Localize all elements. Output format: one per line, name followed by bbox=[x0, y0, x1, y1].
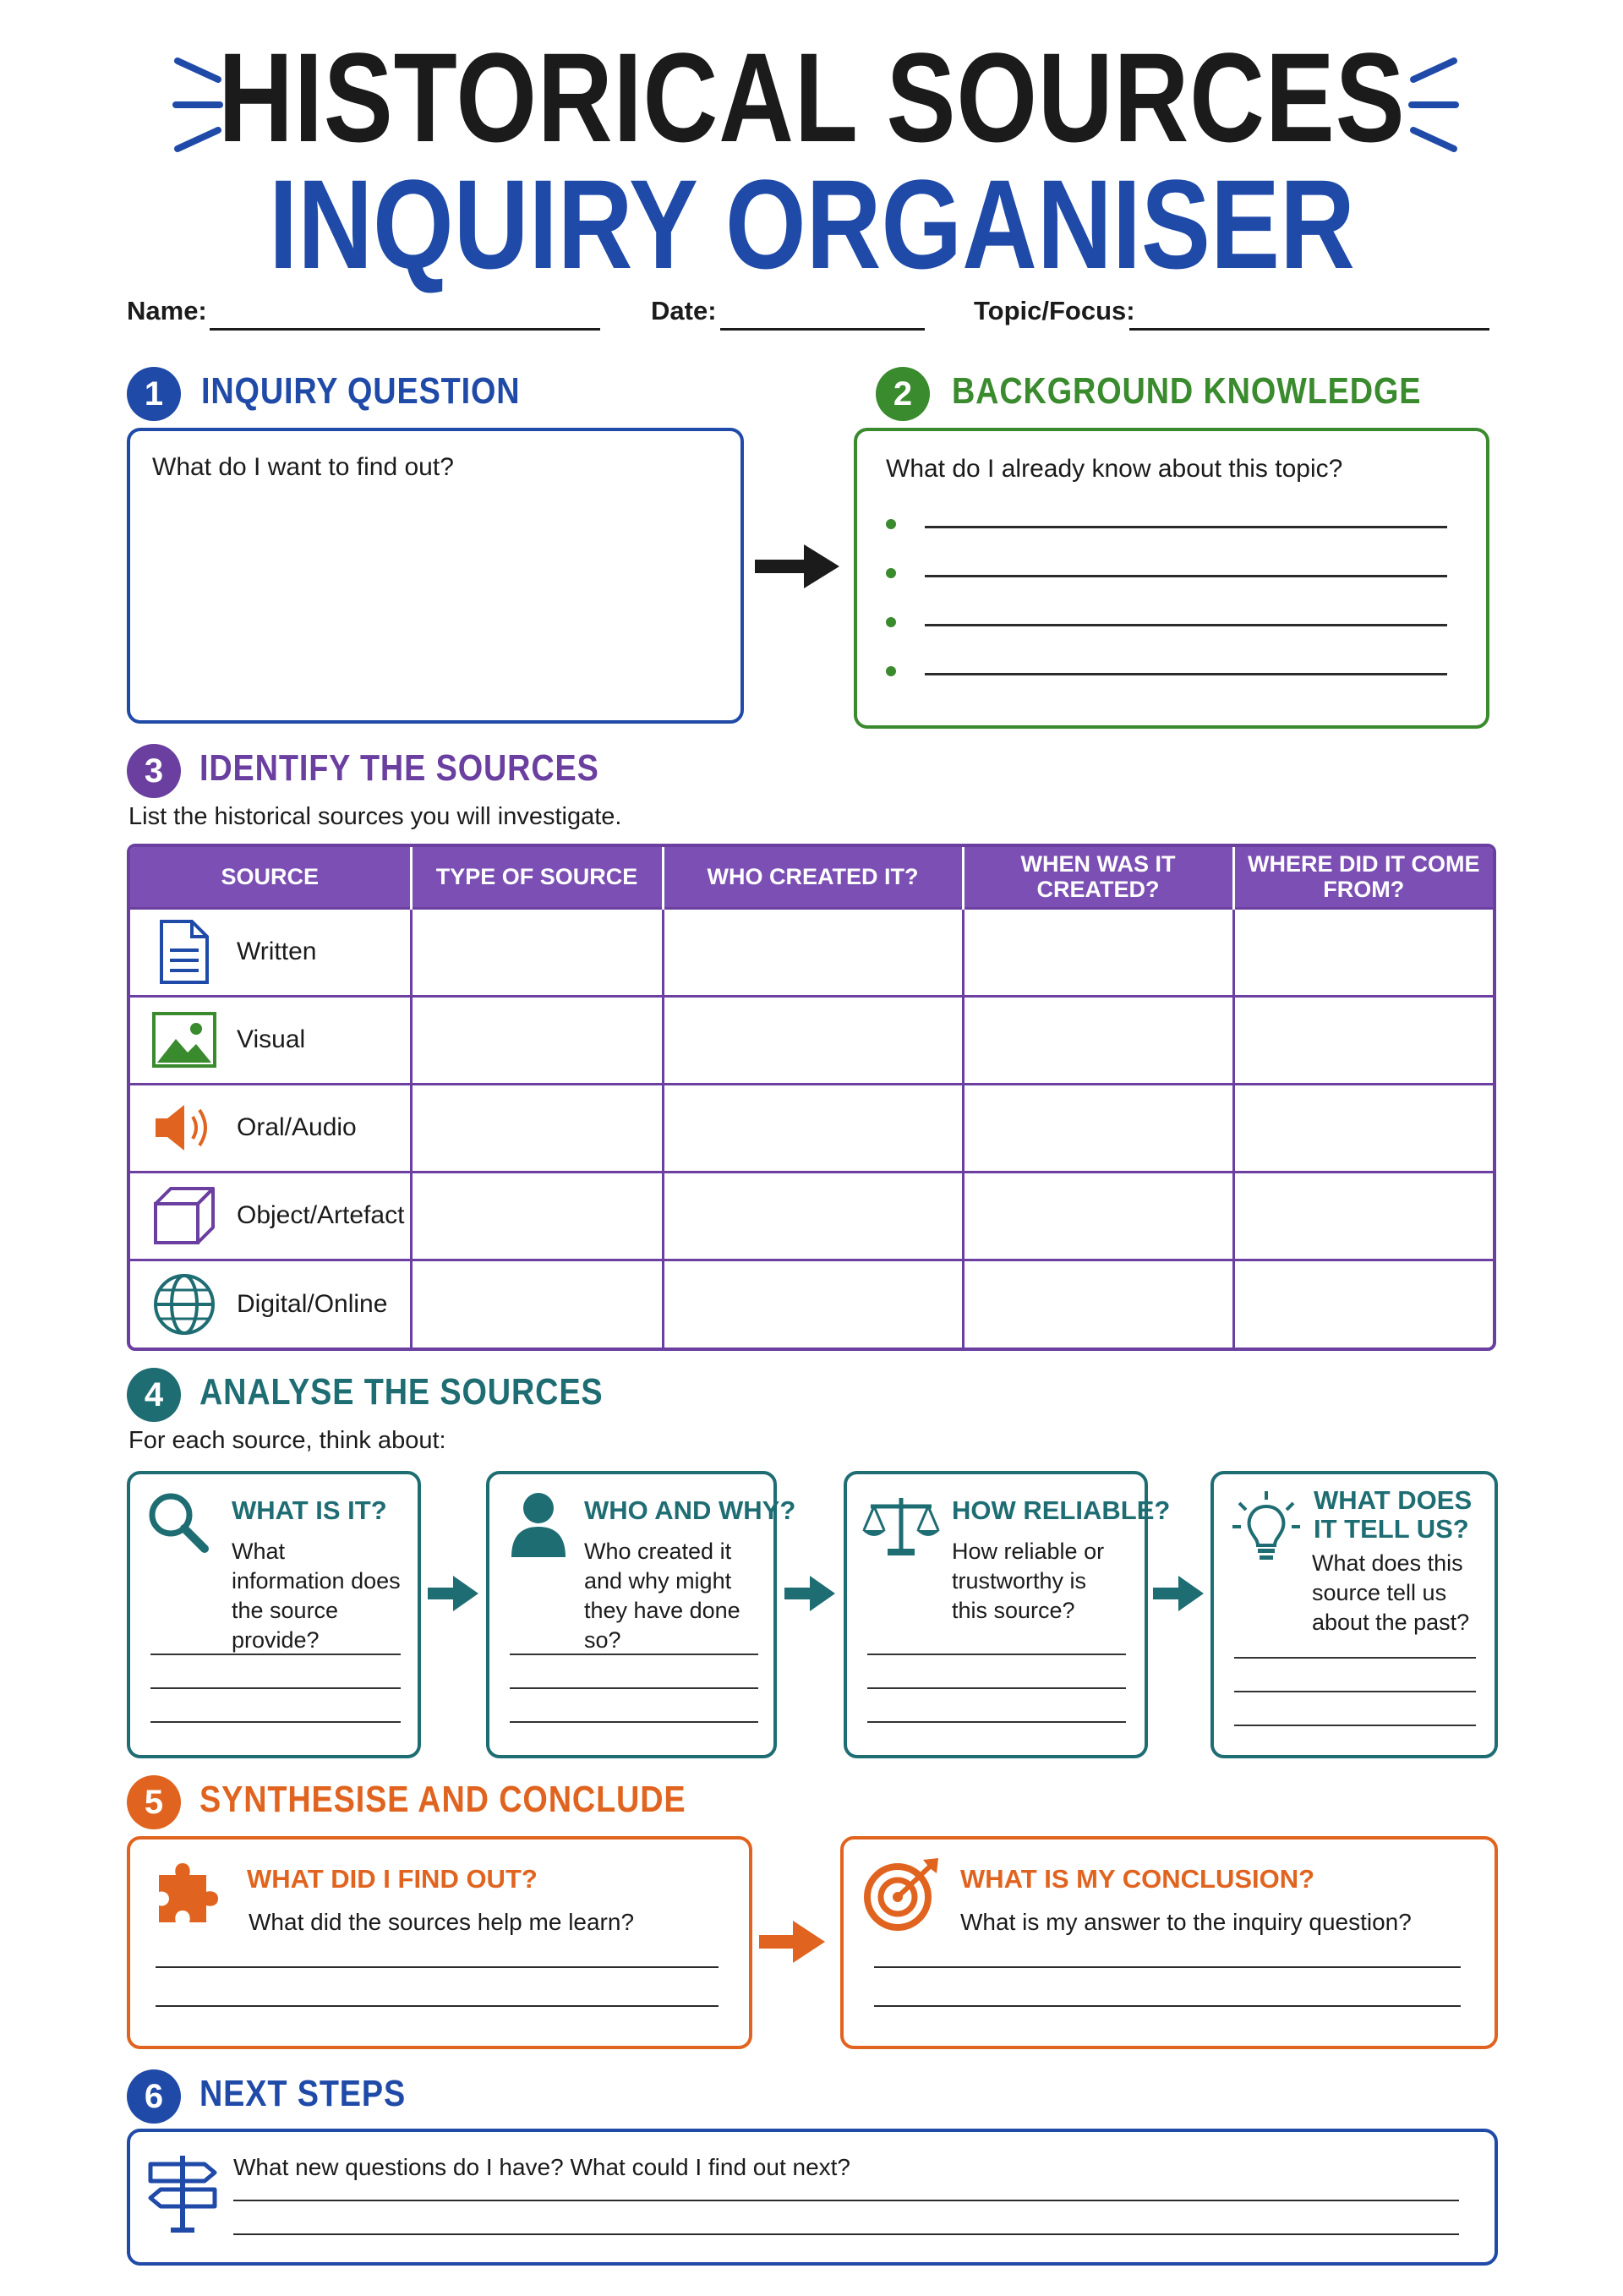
type-cell[interactable] bbox=[411, 1260, 663, 1348]
column-header-source: SOURCE bbox=[130, 847, 411, 908]
creator-cell[interactable] bbox=[663, 908, 963, 996]
card-line[interactable] bbox=[867, 1654, 1126, 1655]
card-line[interactable] bbox=[1234, 1691, 1476, 1692]
section-2-title: BACKGROUND KNOWLEDGE bbox=[952, 370, 1422, 412]
section-4-subtitle: For each source, think about: bbox=[128, 1427, 446, 1454]
analyse-card-who[interactable] bbox=[486, 1471, 796, 1758]
find-out-prompt: What did the sources help me learn? bbox=[249, 1909, 635, 1935]
source-cell bbox=[130, 1260, 411, 1348]
conclusion-box[interactable] bbox=[840, 1836, 1498, 2049]
table-row bbox=[130, 1172, 1493, 1260]
column-header-creator: WHO CREATED IT? bbox=[663, 847, 963, 908]
left-rays-icon bbox=[169, 54, 228, 156]
globe-icon bbox=[150, 1271, 218, 1338]
where-cell[interactable] bbox=[1233, 1260, 1493, 1348]
section-3-title: IDENTIFY THE SOURCES bbox=[199, 747, 599, 789]
knowledge-line-4[interactable] bbox=[925, 673, 1447, 675]
analyse-card-what[interactable] bbox=[127, 1471, 421, 1758]
conclusion-line-2[interactable] bbox=[874, 2005, 1461, 2007]
creator-cell[interactable] bbox=[663, 996, 963, 1084]
scales-icon bbox=[859, 1493, 943, 1561]
find-out-title: WHAT DID I FIND OUT? bbox=[247, 1864, 538, 1894]
knowledge-line-3[interactable] bbox=[925, 624, 1447, 626]
section-5-number: 5 bbox=[127, 1775, 181, 1829]
find-out-box[interactable] bbox=[127, 1836, 752, 2049]
name-label: Name: bbox=[127, 296, 207, 325]
document-icon bbox=[150, 918, 218, 986]
card-line[interactable] bbox=[150, 1721, 401, 1723]
signpost-icon bbox=[147, 2149, 218, 2242]
inquiry-question-prompt: What do I want to find out? bbox=[152, 453, 454, 481]
type-cell[interactable] bbox=[411, 996, 663, 1084]
card-line[interactable] bbox=[510, 1721, 758, 1723]
where-cell[interactable] bbox=[1233, 1084, 1493, 1172]
knowledge-line-1[interactable] bbox=[925, 526, 1447, 528]
card-line[interactable] bbox=[1234, 1725, 1476, 1726]
source-cell bbox=[130, 996, 411, 1084]
section-5-title: SYNTHESISE AND CONCLUDE bbox=[199, 1779, 686, 1820]
bullet-dot bbox=[886, 617, 896, 627]
when-cell[interactable] bbox=[963, 996, 1233, 1084]
box-icon bbox=[150, 1182, 218, 1249]
card-title: HOW RELIABLE? bbox=[952, 1495, 1171, 1525]
section-2-number: 2 bbox=[876, 367, 930, 421]
arrow-right-icon bbox=[759, 1919, 827, 1965]
topic-label: Topic/Focus: bbox=[974, 296, 1135, 325]
source-label-visual: Visual bbox=[237, 1025, 306, 1053]
next-steps-box[interactable] bbox=[127, 2129, 1498, 2266]
background-knowledge-box[interactable] bbox=[854, 428, 1489, 729]
bullet-dot bbox=[886, 666, 896, 676]
arrow-right-icon bbox=[1153, 1574, 1205, 1613]
lightbulb-icon bbox=[1231, 1490, 1302, 1566]
when-cell[interactable] bbox=[963, 908, 1233, 996]
card-title: WHAT IS IT? bbox=[232, 1495, 387, 1525]
image-icon bbox=[150, 1006, 218, 1074]
speaker-icon bbox=[150, 1094, 218, 1162]
topic-field[interactable] bbox=[1129, 328, 1489, 331]
person-icon bbox=[508, 1490, 569, 1557]
name-field[interactable] bbox=[210, 328, 600, 331]
conclusion-prompt: What is my answer to the inquiry question? bbox=[960, 1909, 1412, 1935]
column-header-where: WHERE DID IT COME FROM? bbox=[1233, 847, 1493, 908]
next-steps-line-1[interactable] bbox=[233, 2200, 1459, 2201]
card-line[interactable] bbox=[150, 1687, 401, 1689]
find-out-line-2[interactable] bbox=[156, 2005, 719, 2007]
knowledge-line-2[interactable] bbox=[925, 575, 1447, 577]
section-1-number: 1 bbox=[127, 367, 181, 421]
background-knowledge-prompt: What do I already know about this topic? bbox=[886, 455, 1343, 483]
find-out-line-1[interactable] bbox=[156, 1966, 719, 1968]
title-line-2: INQUIRY ORGANISER bbox=[268, 153, 1355, 295]
puzzle-icon bbox=[150, 1856, 227, 1932]
card-text: How reliable or trustworthy is this source? bbox=[952, 1539, 1105, 1623]
magnifier-icon bbox=[144, 1488, 211, 1555]
card-text: What information does the source provide? bbox=[232, 1539, 401, 1653]
card-line[interactable] bbox=[867, 1721, 1126, 1723]
section-4-title: ANALYSE THE SOURCES bbox=[199, 1371, 604, 1413]
title-line-1: HISTORICAL SOURCES bbox=[217, 26, 1406, 168]
type-cell[interactable] bbox=[411, 908, 663, 996]
next-steps-line-2[interactable] bbox=[233, 2233, 1459, 2235]
right-rays-icon bbox=[1403, 54, 1462, 156]
page-title bbox=[0, 26, 1623, 295]
card-text: Who created it and why might they have done so? bbox=[584, 1539, 740, 1653]
section-1-title: INQUIRY QUESTION bbox=[201, 370, 521, 412]
target-icon bbox=[861, 1856, 942, 1932]
section-3-number: 3 bbox=[127, 744, 181, 798]
when-cell[interactable] bbox=[963, 1172, 1233, 1260]
card-line[interactable] bbox=[510, 1687, 758, 1689]
source-label-object: Object/Artefact bbox=[237, 1201, 405, 1229]
column-header-when: WHEN WAS IT CREATED? bbox=[963, 847, 1233, 908]
source-cell bbox=[130, 1084, 411, 1172]
arrow-right-icon bbox=[784, 1574, 837, 1613]
creator-cell[interactable] bbox=[663, 1172, 963, 1260]
source-label-written: Written bbox=[237, 938, 317, 965]
table-row bbox=[130, 996, 1493, 1084]
creator-cell[interactable] bbox=[663, 1260, 963, 1348]
analyse-card-reliable[interactable] bbox=[844, 1471, 1171, 1758]
section-6-title: NEXT STEPS bbox=[199, 2073, 407, 2114]
table-row bbox=[130, 1084, 1493, 1172]
where-cell[interactable] bbox=[1233, 908, 1493, 996]
source-label-oral: Oral/Audio bbox=[237, 1113, 357, 1141]
table-row bbox=[130, 908, 1493, 996]
next-steps-prompt: What new questions do I have? What could I find out next? bbox=[233, 2154, 850, 2180]
card-line[interactable] bbox=[510, 1654, 758, 1655]
card-line[interactable] bbox=[1234, 1657, 1476, 1659]
source-cell bbox=[130, 908, 411, 996]
section-4-number: 4 bbox=[127, 1368, 181, 1422]
when-cell[interactable] bbox=[963, 1084, 1233, 1172]
date-field[interactable] bbox=[720, 328, 925, 331]
creator-cell[interactable] bbox=[663, 1084, 963, 1172]
conclusion-line-1[interactable] bbox=[874, 1966, 1461, 1968]
card-line[interactable] bbox=[867, 1687, 1126, 1689]
where-cell[interactable] bbox=[1233, 996, 1493, 1084]
where-cell[interactable] bbox=[1233, 1172, 1493, 1260]
conclusion-title: WHAT IS MY CONCLUSION? bbox=[960, 1864, 1315, 1894]
table-row bbox=[130, 1260, 1493, 1348]
bullet-dot bbox=[886, 519, 896, 529]
column-header-type: TYPE OF SOURCE bbox=[411, 847, 663, 908]
source-cell bbox=[130, 1172, 411, 1260]
type-cell[interactable] bbox=[411, 1172, 663, 1260]
card-text: What does this source tell us about the past? bbox=[1312, 1550, 1470, 1635]
bullet-dot bbox=[886, 568, 896, 578]
inquiry-question-box[interactable] bbox=[127, 428, 744, 724]
card-title: WHO AND WHY? bbox=[584, 1495, 796, 1525]
when-cell[interactable] bbox=[963, 1260, 1233, 1348]
arrow-right-icon bbox=[428, 1574, 480, 1613]
source-label-digital: Digital/Online bbox=[237, 1289, 388, 1318]
card-title: WHAT DOES IT TELL US? bbox=[1314, 1485, 1473, 1544]
card-line[interactable] bbox=[150, 1654, 401, 1655]
analyse-card-tell[interactable] bbox=[1210, 1471, 1498, 1758]
section-6-number: 6 bbox=[127, 2069, 181, 2124]
type-cell[interactable] bbox=[411, 1084, 663, 1172]
date-label: Date: bbox=[651, 296, 717, 325]
sources-table bbox=[127, 844, 1496, 1351]
arrow-right-icon bbox=[755, 541, 841, 592]
section-3-subtitle: List the historical sources you will investigate. bbox=[128, 803, 622, 830]
